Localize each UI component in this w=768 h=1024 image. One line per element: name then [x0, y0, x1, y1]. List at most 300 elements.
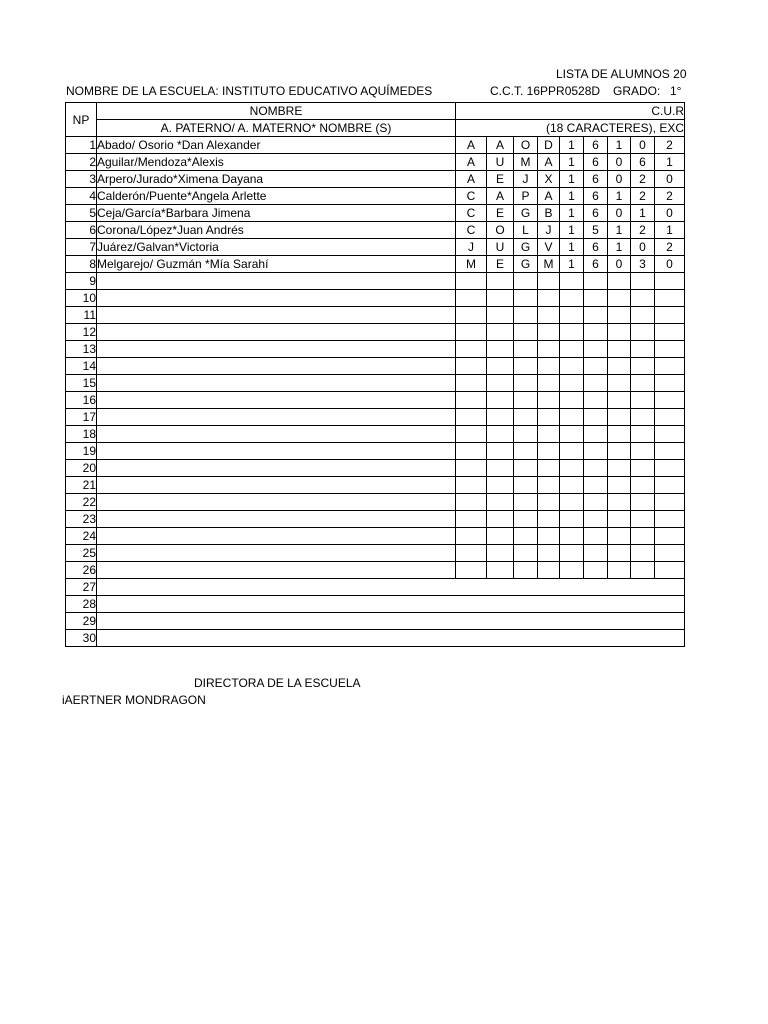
curp-char — [487, 341, 514, 358]
curp-char: 1 — [560, 239, 584, 256]
curp-char — [514, 375, 538, 392]
table-row — [66, 596, 685, 613]
curp-char: 1 — [560, 188, 584, 205]
curp-char — [584, 307, 608, 324]
table-row — [66, 171, 685, 188]
student-name — [97, 273, 456, 290]
table-row — [66, 239, 685, 256]
row-number: 20 — [66, 460, 97, 477]
curp-char: 1 — [560, 137, 584, 154]
curp-char: 5 — [584, 222, 608, 239]
curp-char — [631, 443, 655, 460]
curp-char — [487, 562, 514, 579]
curp-char — [631, 324, 655, 341]
table-row — [66, 545, 685, 562]
curp-char — [655, 358, 685, 375]
curp-char: O — [487, 222, 514, 239]
curp-char: C — [456, 222, 487, 239]
curp-char — [584, 562, 608, 579]
curp-char: U — [487, 239, 514, 256]
curp-char: 6 — [584, 154, 608, 171]
student-name — [97, 443, 456, 460]
curp-char — [608, 341, 631, 358]
curp-char — [514, 443, 538, 460]
curp-char — [584, 443, 608, 460]
table-row — [66, 562, 685, 579]
curp-char — [655, 324, 685, 341]
curp-char: G — [514, 239, 538, 256]
curp-char — [514, 426, 538, 443]
curp-char — [538, 409, 560, 426]
curp-char — [655, 375, 685, 392]
curp-char: 3 — [631, 256, 655, 273]
curp-char: 0 — [608, 171, 631, 188]
curp-char — [584, 545, 608, 562]
curp-char — [655, 528, 685, 545]
curp-char — [631, 307, 655, 324]
curp-char: 0 — [655, 256, 685, 273]
curp-char — [631, 511, 655, 528]
curp-char — [655, 494, 685, 511]
curp-char — [655, 273, 685, 290]
curp-char — [538, 443, 560, 460]
curp-char — [514, 511, 538, 528]
curp-char — [608, 307, 631, 324]
row-number: 9 — [66, 273, 97, 290]
curp-char: 0 — [608, 154, 631, 171]
empty-area — [97, 596, 685, 613]
curp-char: E — [487, 171, 514, 188]
curp-char: 1 — [608, 137, 631, 154]
curp-char — [584, 409, 608, 426]
student-name: Corona/López*Juan Andrés — [97, 222, 456, 239]
curp-char — [487, 324, 514, 341]
curp-char: L — [514, 222, 538, 239]
row-number: 25 — [66, 545, 97, 562]
curp-char — [456, 443, 487, 460]
curp-char: 0 — [655, 205, 685, 222]
curp-char — [560, 290, 584, 307]
curp-char: P — [514, 188, 538, 205]
student-name — [97, 545, 456, 562]
row-number: 28 — [66, 596, 97, 613]
curp-char — [456, 477, 487, 494]
curp-char: A — [487, 188, 514, 205]
student-name: Arpero/Jurado*Ximena Dayana — [97, 171, 456, 188]
student-name — [97, 392, 456, 409]
curp-char — [560, 426, 584, 443]
curp-char — [631, 545, 655, 562]
row-number: 6 — [66, 222, 97, 239]
student-name: Abado/ Osorio *Dan Alexander — [97, 137, 456, 154]
curp-char — [538, 341, 560, 358]
curp-char — [631, 477, 655, 494]
curp-char — [487, 307, 514, 324]
curp-char — [487, 443, 514, 460]
curp-char — [560, 562, 584, 579]
curp-char — [456, 358, 487, 375]
row-number: 19 — [66, 443, 97, 460]
curp-char — [456, 290, 487, 307]
curp-char — [456, 426, 487, 443]
curp-char — [456, 528, 487, 545]
curp-char — [514, 528, 538, 545]
curp-char — [608, 477, 631, 494]
student-name — [97, 426, 456, 443]
curp-char — [584, 460, 608, 477]
curp-char — [608, 494, 631, 511]
grado-value: 1° — [670, 84, 682, 98]
curp-char — [538, 324, 560, 341]
empty-area — [97, 613, 685, 630]
student-name: Calderón/Puente*Angela Arlette — [97, 188, 456, 205]
student-name — [97, 494, 456, 511]
curp-char — [560, 273, 584, 290]
row-number: 18 — [66, 426, 97, 443]
table-row — [66, 579, 685, 596]
student-name — [97, 324, 456, 341]
curp-char: 2 — [631, 188, 655, 205]
curp-char — [487, 477, 514, 494]
curp-char: A — [456, 154, 487, 171]
subheader-row — [66, 120, 685, 137]
curp-char — [560, 341, 584, 358]
curp-char: C — [456, 205, 487, 222]
table-row — [66, 137, 685, 154]
curp-char — [584, 426, 608, 443]
curp-char: 1 — [560, 171, 584, 188]
curp-char — [456, 307, 487, 324]
curp-char — [560, 494, 584, 511]
curp-char — [631, 426, 655, 443]
table-row — [66, 528, 685, 545]
curp-char — [456, 341, 487, 358]
student-name — [97, 341, 456, 358]
curp-char: A — [538, 188, 560, 205]
curp-char: M — [456, 256, 487, 273]
row-number: 14 — [66, 358, 97, 375]
curp-char: 6 — [584, 188, 608, 205]
curp-char — [560, 460, 584, 477]
curp-char — [560, 528, 584, 545]
curp-char — [560, 375, 584, 392]
student-name — [97, 307, 456, 324]
row-number: 7 — [66, 239, 97, 256]
table-row — [66, 375, 685, 392]
row-number: 29 — [66, 613, 97, 630]
curp-char — [560, 545, 584, 562]
curp-char — [608, 290, 631, 307]
curp-char: J — [456, 239, 487, 256]
curp-char — [538, 511, 560, 528]
curp-char: J — [514, 171, 538, 188]
curp-char — [584, 528, 608, 545]
curp-char — [584, 290, 608, 307]
curp-char: G — [514, 205, 538, 222]
curp-char — [514, 341, 538, 358]
curp-char — [456, 494, 487, 511]
curp-char — [514, 494, 538, 511]
table-row — [66, 426, 685, 443]
curp-char: G — [514, 256, 538, 273]
table-row — [66, 290, 685, 307]
curp-char: 1 — [608, 222, 631, 239]
curp-char: 6 — [631, 154, 655, 171]
curp-char — [514, 477, 538, 494]
table-row — [66, 477, 685, 494]
table-row — [66, 273, 685, 290]
curp-char — [655, 426, 685, 443]
curp-char — [631, 392, 655, 409]
row-number: 13 — [66, 341, 97, 358]
student-name — [97, 477, 456, 494]
curp-char: V — [538, 239, 560, 256]
row-number: 17 — [66, 409, 97, 426]
curp-char — [631, 494, 655, 511]
curp-char: 6 — [584, 171, 608, 188]
table-row — [66, 358, 685, 375]
curp-char: E — [487, 256, 514, 273]
curp-char — [655, 307, 685, 324]
curp-char — [608, 511, 631, 528]
curp-char: 1 — [608, 188, 631, 205]
curp-char — [487, 460, 514, 477]
curp-char — [608, 460, 631, 477]
curp-char — [456, 511, 487, 528]
row-number: 21 — [66, 477, 97, 494]
curp-char — [514, 562, 538, 579]
student-name: Juárez/Galvan*Victoria — [97, 239, 456, 256]
curp-char — [631, 562, 655, 579]
table-row — [66, 443, 685, 460]
curp-char: 0 — [631, 239, 655, 256]
curp-char — [560, 358, 584, 375]
row-number: 8 — [66, 256, 97, 273]
curp-char — [655, 562, 685, 579]
table-row — [66, 222, 685, 239]
row-number: 27 — [66, 579, 97, 596]
curp-char: C — [456, 188, 487, 205]
curp-char — [655, 511, 685, 528]
table-row — [66, 341, 685, 358]
curp-char — [456, 562, 487, 579]
curp-char — [514, 392, 538, 409]
curp-char — [631, 460, 655, 477]
curp-char — [514, 409, 538, 426]
curp-char — [456, 392, 487, 409]
curp-char — [538, 290, 560, 307]
curp-char — [584, 324, 608, 341]
curp-char: 0 — [608, 205, 631, 222]
table-row — [66, 205, 685, 222]
curp-char — [538, 358, 560, 375]
curp-char — [584, 392, 608, 409]
curp-char: 2 — [655, 239, 685, 256]
curp-char — [538, 307, 560, 324]
curp-char — [655, 443, 685, 460]
curp-char — [514, 273, 538, 290]
name-subheader: A. PATERNO/ A. MATERNO* NOMBRE (S) — [97, 120, 456, 137]
curp-char — [560, 324, 584, 341]
grado-label: GRADO: — [613, 84, 661, 98]
curp-char — [631, 341, 655, 358]
curp-char — [514, 290, 538, 307]
curp-char: O — [514, 137, 538, 154]
curp-char: A — [538, 154, 560, 171]
list-title: LISTA DE ALUMNOS 20 — [556, 67, 687, 81]
curp-char — [608, 443, 631, 460]
student-name: Aguilar/Mendoza*Alexis — [97, 154, 456, 171]
curp-char — [631, 290, 655, 307]
curp-char — [487, 409, 514, 426]
curp-char: 6 — [584, 205, 608, 222]
curp-char — [487, 494, 514, 511]
curp-char — [538, 375, 560, 392]
director-name: iAERTNER MONDRAGON — [62, 693, 206, 707]
curp-char: 1 — [655, 154, 685, 171]
header-row — [66, 103, 685, 120]
curp-header: C.U.R — [456, 103, 685, 120]
curp-char: 0 — [631, 137, 655, 154]
row-number: 3 — [66, 171, 97, 188]
curp-char — [456, 545, 487, 562]
curp-char: J — [538, 222, 560, 239]
table-row — [66, 256, 685, 273]
curp-char — [538, 494, 560, 511]
curp-char — [514, 307, 538, 324]
curp-char — [514, 545, 538, 562]
curp-char — [538, 426, 560, 443]
curp-char: A — [487, 137, 514, 154]
curp-char — [560, 477, 584, 494]
table-row — [66, 630, 685, 647]
curp-char — [655, 545, 685, 562]
curp-char: 1 — [560, 256, 584, 273]
curp-char — [538, 477, 560, 494]
student-name — [97, 409, 456, 426]
table-row — [66, 188, 685, 205]
curp-char — [655, 409, 685, 426]
student-name: Melgarejo/ Guzmán *Mía Sarahí — [97, 256, 456, 273]
student-name: Ceja/García*Barbara Jimena — [97, 205, 456, 222]
curp-char: U — [487, 154, 514, 171]
student-name — [97, 375, 456, 392]
curp-char — [487, 511, 514, 528]
student-name — [97, 511, 456, 528]
curp-char — [631, 273, 655, 290]
table-row — [66, 460, 685, 477]
row-number: 30 — [66, 630, 97, 647]
curp-char — [608, 562, 631, 579]
curp-char — [584, 273, 608, 290]
curp-char — [608, 426, 631, 443]
curp-char — [456, 409, 487, 426]
row-number: 2 — [66, 154, 97, 171]
curp-char — [655, 460, 685, 477]
row-number: 11 — [66, 307, 97, 324]
name-header: NOMBRE — [97, 103, 456, 120]
row-number: 1 — [66, 137, 97, 154]
curp-char: 2 — [631, 222, 655, 239]
table-row — [66, 392, 685, 409]
curp-char — [487, 528, 514, 545]
curp-char: M — [514, 154, 538, 171]
curp-char — [631, 375, 655, 392]
curp-char — [487, 545, 514, 562]
curp-char: A — [456, 171, 487, 188]
curp-char — [514, 324, 538, 341]
curp-char: B — [538, 205, 560, 222]
director-label: DIRECTORA DE LA ESCUELA — [194, 676, 361, 690]
row-number: 10 — [66, 290, 97, 307]
table-row — [66, 511, 685, 528]
student-name — [97, 460, 456, 477]
curp-char — [487, 358, 514, 375]
curp-char: 6 — [584, 256, 608, 273]
curp-char — [584, 341, 608, 358]
curp-char — [560, 307, 584, 324]
row-number: 24 — [66, 528, 97, 545]
row-number: 22 — [66, 494, 97, 511]
table-row — [66, 613, 685, 630]
curp-char — [487, 273, 514, 290]
table-row — [66, 154, 685, 171]
curp-char — [538, 460, 560, 477]
curp-char — [538, 545, 560, 562]
table-row — [66, 324, 685, 341]
student-name — [97, 290, 456, 307]
curp-char — [456, 273, 487, 290]
curp-char: 1 — [608, 239, 631, 256]
curp-char — [487, 290, 514, 307]
curp-char — [584, 477, 608, 494]
student-name — [97, 528, 456, 545]
np-header: NP — [66, 103, 97, 137]
curp-char — [584, 511, 608, 528]
curp-char — [456, 324, 487, 341]
curp-char — [631, 358, 655, 375]
table-row — [66, 307, 685, 324]
row-number: 26 — [66, 562, 97, 579]
curp-char — [560, 392, 584, 409]
curp-char — [514, 358, 538, 375]
row-number: 23 — [66, 511, 97, 528]
row-number: 16 — [66, 392, 97, 409]
row-number: 4 — [66, 188, 97, 205]
curp-char — [456, 460, 487, 477]
curp-char — [456, 375, 487, 392]
curp-char: 6 — [584, 137, 608, 154]
curp-char — [608, 409, 631, 426]
curp-subheader: (18 CARACTERES), EXC — [456, 120, 685, 137]
curp-char: 1 — [631, 205, 655, 222]
empty-area — [97, 579, 685, 596]
curp-char: 2 — [655, 188, 685, 205]
curp-char — [631, 409, 655, 426]
table-row — [66, 409, 685, 426]
row-number: 5 — [66, 205, 97, 222]
row-number: 15 — [66, 375, 97, 392]
curp-char: D — [538, 137, 560, 154]
curp-char: 2 — [631, 171, 655, 188]
curp-char — [487, 392, 514, 409]
curp-char — [608, 273, 631, 290]
curp-char: A — [456, 137, 487, 154]
curp-char: 2 — [655, 137, 685, 154]
curp-char — [538, 528, 560, 545]
curp-char — [487, 426, 514, 443]
curp-char — [608, 324, 631, 341]
